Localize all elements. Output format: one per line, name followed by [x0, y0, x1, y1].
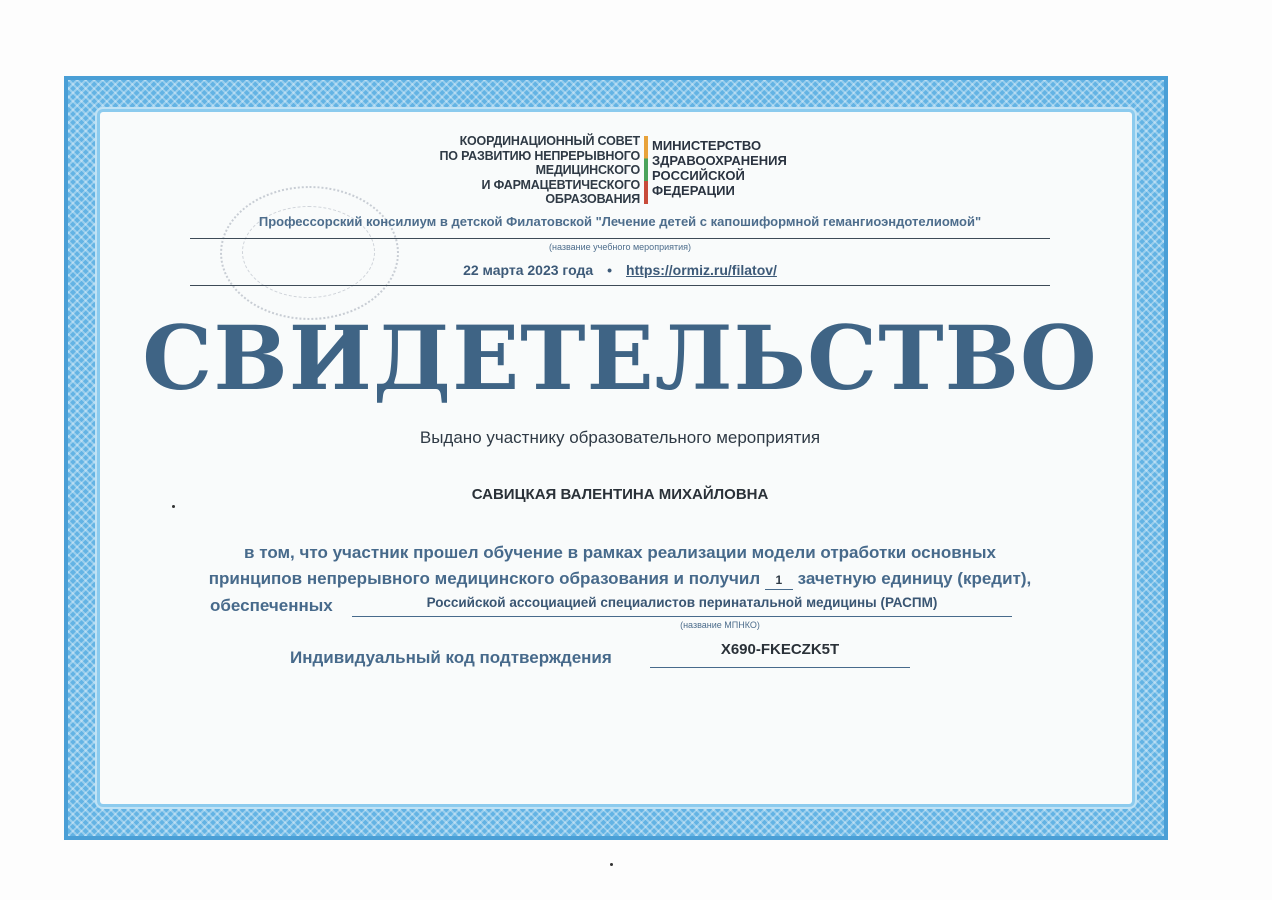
certificate-heading: СВИДЕТЕЛЬСТВО: [142, 306, 1098, 410]
confirmation-code-line: [290, 640, 930, 670]
logo-color-bar: [644, 136, 648, 204]
bullet-separator: •: [607, 262, 613, 278]
faded-stamp: [220, 186, 399, 320]
ministry-line: РОССИЙСКОЙ: [652, 168, 745, 183]
event-title: Профессорский консилиум в детской Филатовской "Лечение детей с капошиформной гемангиоэндотелиомой": [258, 214, 982, 229]
confirmation-code-label: Индивидуальный код подтверждения: [290, 648, 612, 667]
council-line: ОБРАЗОВАНИЯ: [545, 192, 640, 206]
organization-caption: (название МПНКО): [680, 620, 760, 630]
ministry-line: ФЕДЕРАЦИИ: [652, 183, 735, 198]
certificate-body: [140, 540, 1100, 592]
event-date-line: [190, 262, 1050, 278]
scan-speck: [610, 863, 613, 866]
date-rule: [190, 285, 1050, 286]
credits-value: 1: [765, 571, 793, 590]
event-url[interactable]: https://ormiz.ru/filatov/: [626, 262, 777, 278]
confirmation-code: X690-FKECZK5T: [650, 640, 910, 668]
event-title-rule: [190, 238, 1050, 239]
council-name: [400, 134, 640, 207]
participant-name: САВИЦКАЯ ВАЛЕНТИНА МИХАЙЛОВНА: [471, 486, 769, 503]
event-date: 22 марта 2023 года: [463, 262, 594, 278]
issued-to-text: Выдано участнику образовательного мероприятия: [419, 428, 821, 447]
organization-line: [206, 592, 1026, 618]
council-line: ПО РАЗВИТИЮ НЕПРЕРЫВНОГО: [439, 148, 640, 163]
organization-name: Российской ассоциацией специалистов перинатальной медицины (РАСПМ): [352, 592, 1012, 617]
body-line: в том, что участник прошел обучение в рамках реализации модели отработки основных: [244, 543, 996, 562]
council-line: КООРДИНАЦИОННЫЙ СОВЕТ: [459, 134, 640, 148]
ministry-line: МИНИСТЕРСТВО: [652, 138, 762, 153]
ministry-line: ЗДРАВООХРАНЕНИЯ: [652, 153, 787, 168]
body-line-start: принципов непрерывного медицинского образования и получил: [208, 569, 761, 588]
ministry-name: [652, 138, 852, 198]
body-line-end: зачетную единицу (кредит),: [797, 569, 1032, 588]
body-line: [140, 566, 1100, 592]
council-line: МЕДИЦИНСКОГО: [535, 163, 640, 177]
council-line: И ФАРМАЦЕВТИЧЕСКОГО: [481, 177, 640, 192]
event-title-caption: (название учебного мероприятия): [548, 242, 691, 252]
scan-speck: [172, 505, 175, 508]
provided-by-label: обеспеченных: [210, 596, 333, 615]
header-logo: [400, 132, 870, 210]
